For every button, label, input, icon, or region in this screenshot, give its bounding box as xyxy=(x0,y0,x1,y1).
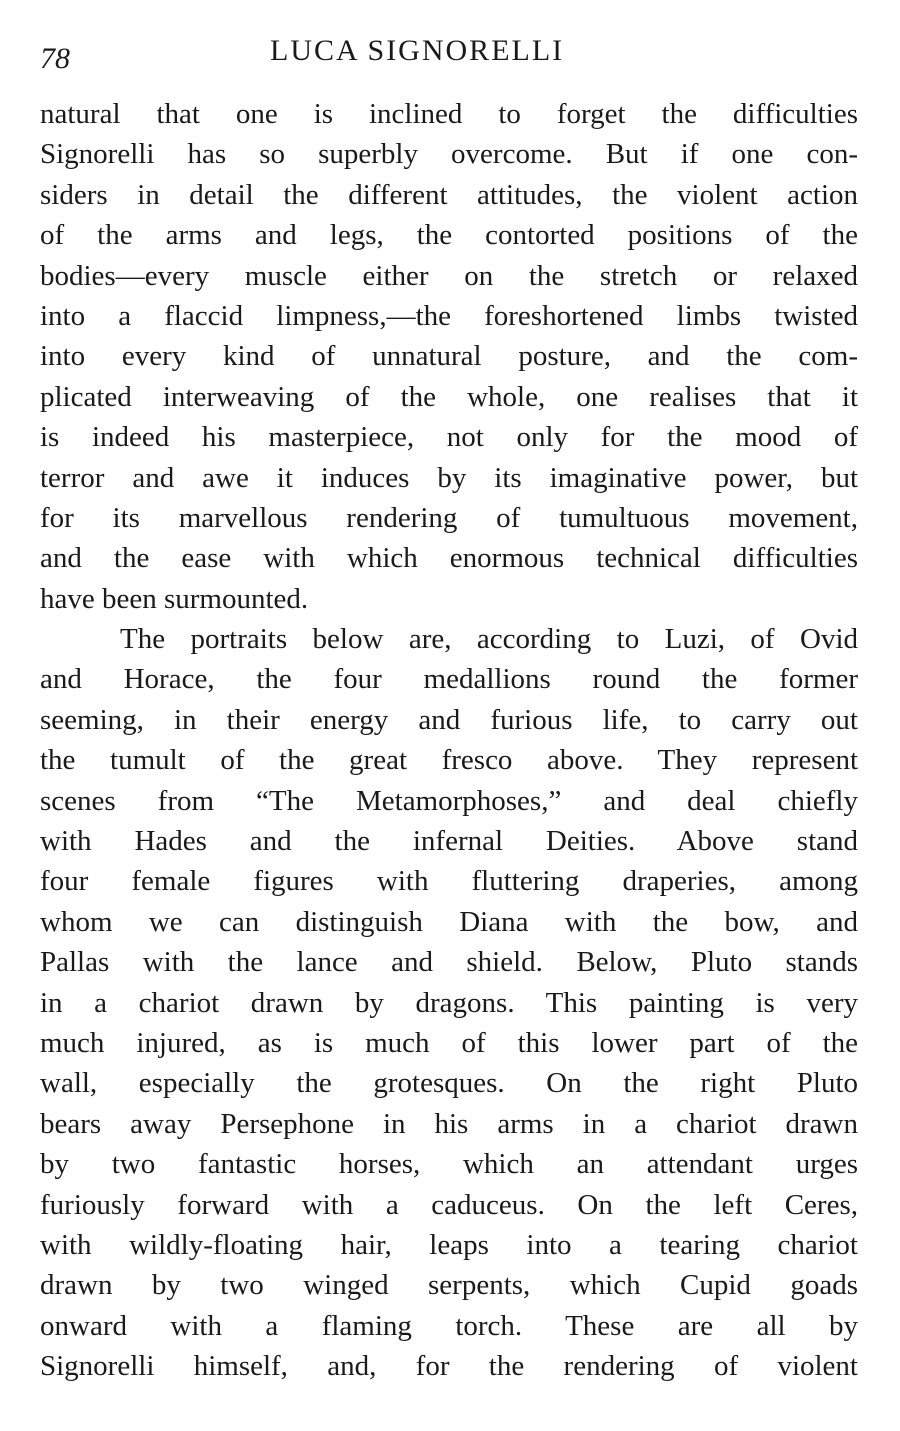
text-line: have been surmounted. xyxy=(40,582,309,615)
text-line: four female figures with fluttering draperies, among xyxy=(40,865,858,898)
text-line: and the ease with which enormous technical difficulties xyxy=(40,542,858,575)
text-line: of the arms and legs, the contorted positions of the xyxy=(40,219,858,252)
text-line: Signorelli has so superbly overcome. But if one con- xyxy=(40,138,858,171)
text-line: much injured, as is much of this lower part of the xyxy=(40,1026,858,1059)
text-line: Pallas with the lance and shield. Below, Pluto stands xyxy=(40,946,858,979)
page-number: 78 xyxy=(40,42,70,75)
running-title: LUCA SIGNORELLI xyxy=(270,34,565,67)
text-line: whom we can distinguish Diana with the bow, and xyxy=(40,905,858,938)
text-line: scenes from “The Metamorphoses,” and deal chiefly xyxy=(40,784,858,817)
text-line: natural that one is inclined to forget the difficulties xyxy=(40,98,858,130)
text-line: seeming, in their energy and furious life, to carry out xyxy=(40,703,858,736)
text-line: with wildly-floating hair, leaps into a tearing chariot xyxy=(40,1228,858,1261)
text-line: terror and awe it induces by its imaginative power, but xyxy=(40,461,858,494)
text-line: onward with a flaming torch. These are all by xyxy=(40,1309,858,1342)
running-head xyxy=(40,30,858,82)
text-line: Signorelli himself, and, for the rendering of violent xyxy=(40,1350,858,1383)
text-line: the tumult of the great fresco above. They represent xyxy=(40,744,858,777)
text-line: drawn by two winged serpents, which Cupid goads xyxy=(40,1269,858,1302)
text-line: The portraits below are, according to Luzi, of Ovid xyxy=(120,623,858,656)
text-line: bears away Persephone in his arms in a chariot drawn xyxy=(40,1107,858,1140)
text-line: with Hades and the infernal Deities. Above stand xyxy=(40,825,858,858)
body-text xyxy=(40,94,858,1387)
book-page xyxy=(40,30,858,1387)
text-line: into every kind of unnatural posture, and the com- xyxy=(40,340,858,373)
paragraph-1 xyxy=(40,94,858,619)
text-line: into a flaccid limpness,—the foreshortened limbs twisted xyxy=(40,299,858,332)
text-line: by two fantastic horses, which an attendant urges xyxy=(40,1148,858,1181)
text-line: bodies—every muscle either on the stretch or relaxed xyxy=(40,259,858,292)
text-line: is indeed his masterpiece, not only for the mood of xyxy=(40,421,858,454)
text-line: for its marvellous rendering of tumultuous movement, xyxy=(40,501,858,534)
text-line: siders in detail the different attitudes, the violent action xyxy=(40,178,858,211)
paragraph-2 xyxy=(40,619,858,1386)
text-line: plicated interweaving of the whole, one realises that it xyxy=(40,380,858,413)
text-line: and Horace, the four medallions round the former xyxy=(40,663,858,696)
text-line: furiously forward with a caduceus. On the left Ceres, xyxy=(40,1188,858,1221)
text-line: in a chariot drawn by dragons. This painting is very xyxy=(40,986,858,1019)
text-line: wall, especially the grotesques. On the right Pluto xyxy=(40,1067,858,1100)
